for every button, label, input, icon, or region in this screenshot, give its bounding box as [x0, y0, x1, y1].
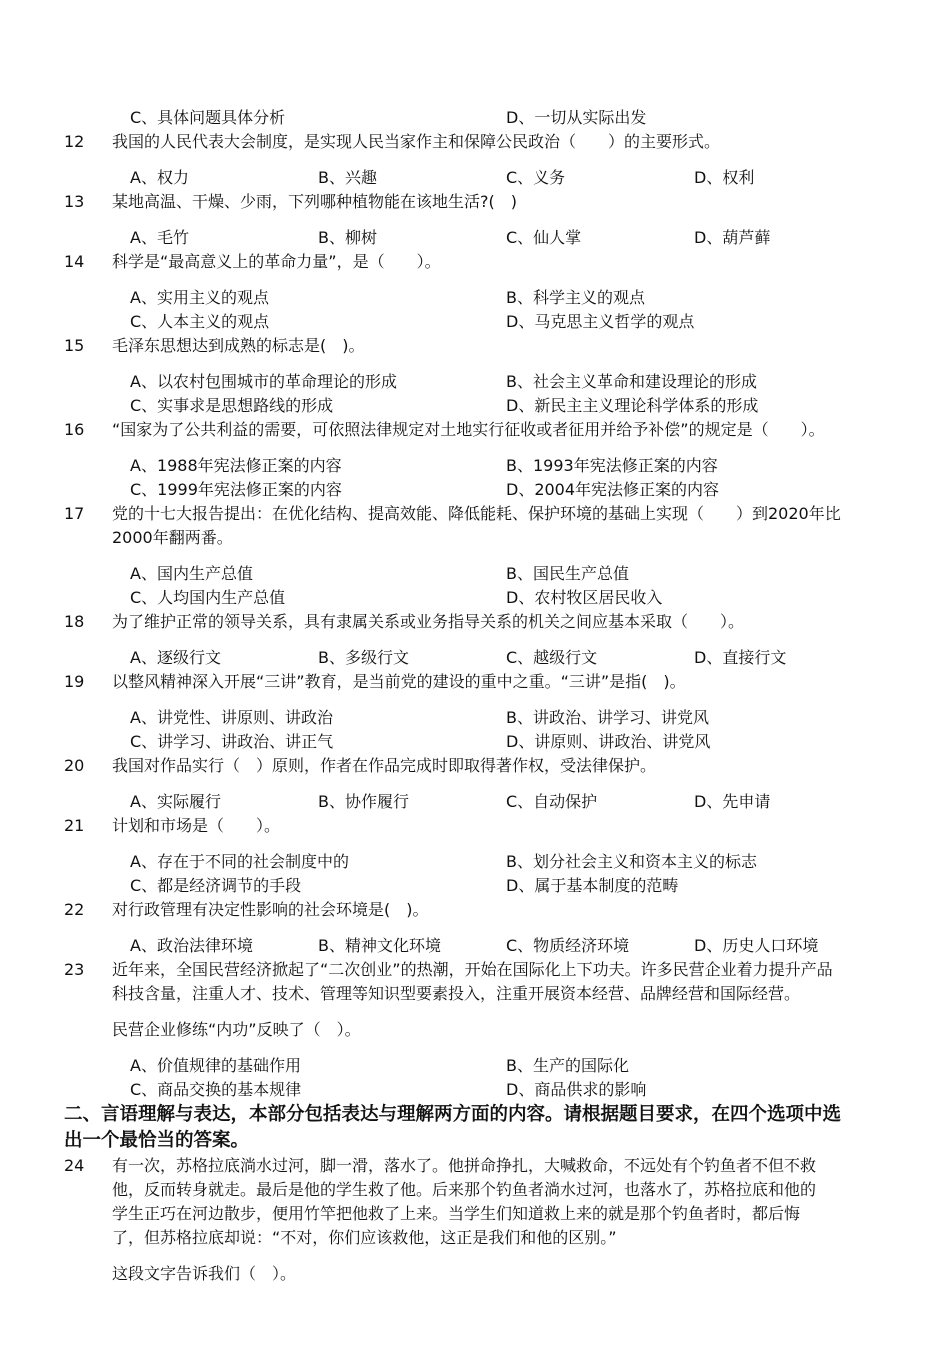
q22-option-b[interactable]: B、精神文化环境: [318, 936, 441, 955]
q18-option-c[interactable]: C、越级行文: [506, 648, 598, 667]
q22-option-a[interactable]: A、政治法律环境: [130, 936, 253, 955]
section-heading-continued: 出一个最恰当的答案。: [64, 1130, 250, 1151]
question-number: 18: [64, 612, 85, 631]
question-number: 22: [64, 900, 85, 919]
question-number: 19: [64, 672, 85, 691]
q23-option-c[interactable]: C、商品交换的基本规律: [130, 1080, 302, 1099]
question-text: 近年来，全国民营经济掀起了“二次创业”的热潮，开始在国际化上下功夫。许多民营企业着力提升产品: [112, 960, 833, 979]
q15-option-b[interactable]: B、社会主义革命和建设理论的形成: [506, 372, 757, 391]
q13-option-d[interactable]: D、葫芦藓: [694, 228, 771, 247]
q18-option-a[interactable]: A、逐级行文: [130, 648, 221, 667]
question-text: 某地高温、干燥、少雨，下列哪种植物能在该地生活?( ): [112, 192, 517, 211]
q22-option-c[interactable]: C、物质经济环境: [506, 936, 630, 955]
question-number: 15: [64, 336, 85, 355]
q14-option-c[interactable]: C、人本主义的观点: [130, 312, 270, 331]
q15-option-d[interactable]: D、新民主主义理论科学体系的形成: [506, 396, 759, 415]
q21-option-d[interactable]: D、属于基本制度的范畴: [506, 876, 679, 895]
question-text: 他，反而转身就走。最后是他的学生救了他。后来那个钓鱼者淌水过河，也落水了，苏格拉底和他的: [112, 1180, 817, 1199]
q15-option-c[interactable]: C、实事求是思想路线的形成: [130, 396, 334, 415]
q16-option-a[interactable]: A、1988年宪法修正案的内容: [130, 456, 342, 475]
question-text: 毛泽东思想达到成熟的标志是( )。: [112, 336, 365, 355]
question-text: 我国的人民代表大会制度，是实现人民当家作主和保障公民政治（ ）的主要形式。: [112, 132, 721, 151]
q16-option-c[interactable]: C、1999年宪法修正案的内容: [130, 480, 342, 499]
question-number: 17: [64, 504, 85, 523]
q20-option-a[interactable]: A、实际履行: [130, 792, 221, 811]
q20-option-b[interactable]: B、协作履行: [318, 792, 409, 811]
q12-option-b[interactable]: B、兴趣: [318, 168, 377, 187]
q13-option-c[interactable]: C、仙人掌: [506, 228, 582, 247]
q23-option-d[interactable]: D、商品供求的影响: [506, 1080, 647, 1099]
q18-option-d[interactable]: D、直接行文: [694, 648, 787, 667]
q13-option-b[interactable]: B、柳树: [318, 228, 377, 247]
q21-option-b[interactable]: B、划分社会主义和资本主义的标志: [506, 852, 757, 871]
question-text: 学生正巧在河边散步，便用竹竿把他救了上来。当学生们知道救上来的就是那个钓鱼者时，都后悔: [112, 1204, 801, 1223]
question-text: 民营企业修练“内功”反映了（ ）。: [112, 1020, 361, 1039]
q11-option-c[interactable]: C、具体问题具体分析: [130, 108, 286, 127]
question-text: 有一次，苏格拉底淌水过河，脚一滑，落水了。他拼命挣扎，大喊救命，不远处有个钓鱼者不但不救: [112, 1156, 817, 1175]
question-number: 24: [64, 1156, 85, 1175]
q23-option-b[interactable]: B、生产的国际化: [506, 1056, 629, 1075]
question-text: 科技含量，注重人才、技术、管理等知识型要素投入，注重开展资本经营、品牌经营和国际经营。: [112, 984, 801, 1003]
question-number: 14: [64, 252, 85, 271]
q17-option-a[interactable]: A、国内生产总值: [130, 564, 253, 583]
q16-option-d[interactable]: D、2004年宪法修正案的内容: [506, 480, 720, 499]
question-number: 16: [64, 420, 85, 439]
q19-option-d[interactable]: D、讲原则、讲政治、讲党风: [506, 732, 711, 751]
q19-option-b[interactable]: B、讲政治、讲学习、讲党风: [506, 708, 709, 727]
question-number: 21: [64, 816, 85, 835]
q12-option-a[interactable]: A、权力: [130, 168, 189, 187]
q14-option-b[interactable]: B、科学主义的观点: [506, 288, 645, 307]
section-heading: 二、言语理解与表达，本部分包括表达与理解两方面的内容。请根据题目要求，在四个选项中选: [64, 1104, 842, 1125]
question-text: 这段文字告诉我们（ ）。: [112, 1264, 297, 1283]
q15-option-a[interactable]: A、以农村包围城市的革命理论的形成: [130, 372, 397, 391]
q18-option-b[interactable]: B、多级行文: [318, 648, 409, 667]
question-number: 13: [64, 192, 85, 211]
question-text: 计划和市场是（ ）。: [112, 816, 281, 835]
q19-option-a[interactable]: A、讲党性、讲原则、讲政治: [130, 708, 333, 727]
q21-option-a[interactable]: A、存在于不同的社会制度中的: [130, 852, 349, 871]
question-text: 党的十七大报告提出：在优化结构、提高效能、降低能耗、保护环境的基础上实现（ ）到2020年比: [112, 504, 841, 523]
question-text: 以整风精神深入开展“三讲”教育，是当前党的建设的重中之重。“三讲”是指( )。: [112, 672, 686, 691]
q22-option-d[interactable]: D、历史人口环境: [694, 936, 819, 955]
q12-option-c[interactable]: C、义务: [506, 168, 566, 187]
q14-option-d[interactable]: D、马克思主义哲学的观点: [506, 312, 695, 331]
q11-option-d[interactable]: D、一切从实际出发: [506, 108, 647, 127]
q16-option-b[interactable]: B、1993年宪法修正案的内容: [506, 456, 718, 475]
q13-option-a[interactable]: A、毛竹: [130, 228, 189, 247]
question-number: 20: [64, 756, 85, 775]
q17-option-d[interactable]: D、农村牧区居民收入: [506, 588, 663, 607]
question-text: 为了维护正常的领导关系，具有隶属关系或业务指导关系的机关之间应基本采取（ ）。: [112, 612, 745, 631]
q23-option-a[interactable]: A、价值规律的基础作用: [130, 1056, 301, 1075]
q17-option-c[interactable]: C、人均国内生产总值: [130, 588, 286, 607]
q20-option-c[interactable]: C、自动保护: [506, 792, 598, 811]
question-text: “国家为了公共利益的需要，可依照法律规定对土地实行征收或者征用并给予补偿”的规定是（ ）。: [112, 420, 825, 439]
question-number: 12: [64, 132, 85, 151]
question-text: 对行政管理有决定性影响的社会环境是( )。: [112, 900, 429, 919]
q12-option-d[interactable]: D、权利: [694, 168, 755, 187]
question-text: 科学是“最高意义上的革命力量”，是（ ）。: [112, 252, 441, 271]
q17-option-b[interactable]: B、国民生产总值: [506, 564, 629, 583]
question-text: 我国对作品实行（ ）原则，作者在作品完成时即取得著作权，受法律保护。: [112, 756, 657, 775]
question-number: 23: [64, 960, 85, 979]
question-text: 了，但苏格拉底却说：“不对，你们应该救他，这正是我们和他的区别。”: [112, 1228, 617, 1247]
question-text: 2000年翻两番。: [112, 528, 233, 547]
q20-option-d[interactable]: D、先申请: [694, 792, 771, 811]
q21-option-c[interactable]: C、都是经济调节的手段: [130, 876, 302, 895]
q19-option-c[interactable]: C、讲学习、讲政治、讲正气: [130, 732, 334, 751]
q14-option-a[interactable]: A、实用主义的观点: [130, 288, 269, 307]
